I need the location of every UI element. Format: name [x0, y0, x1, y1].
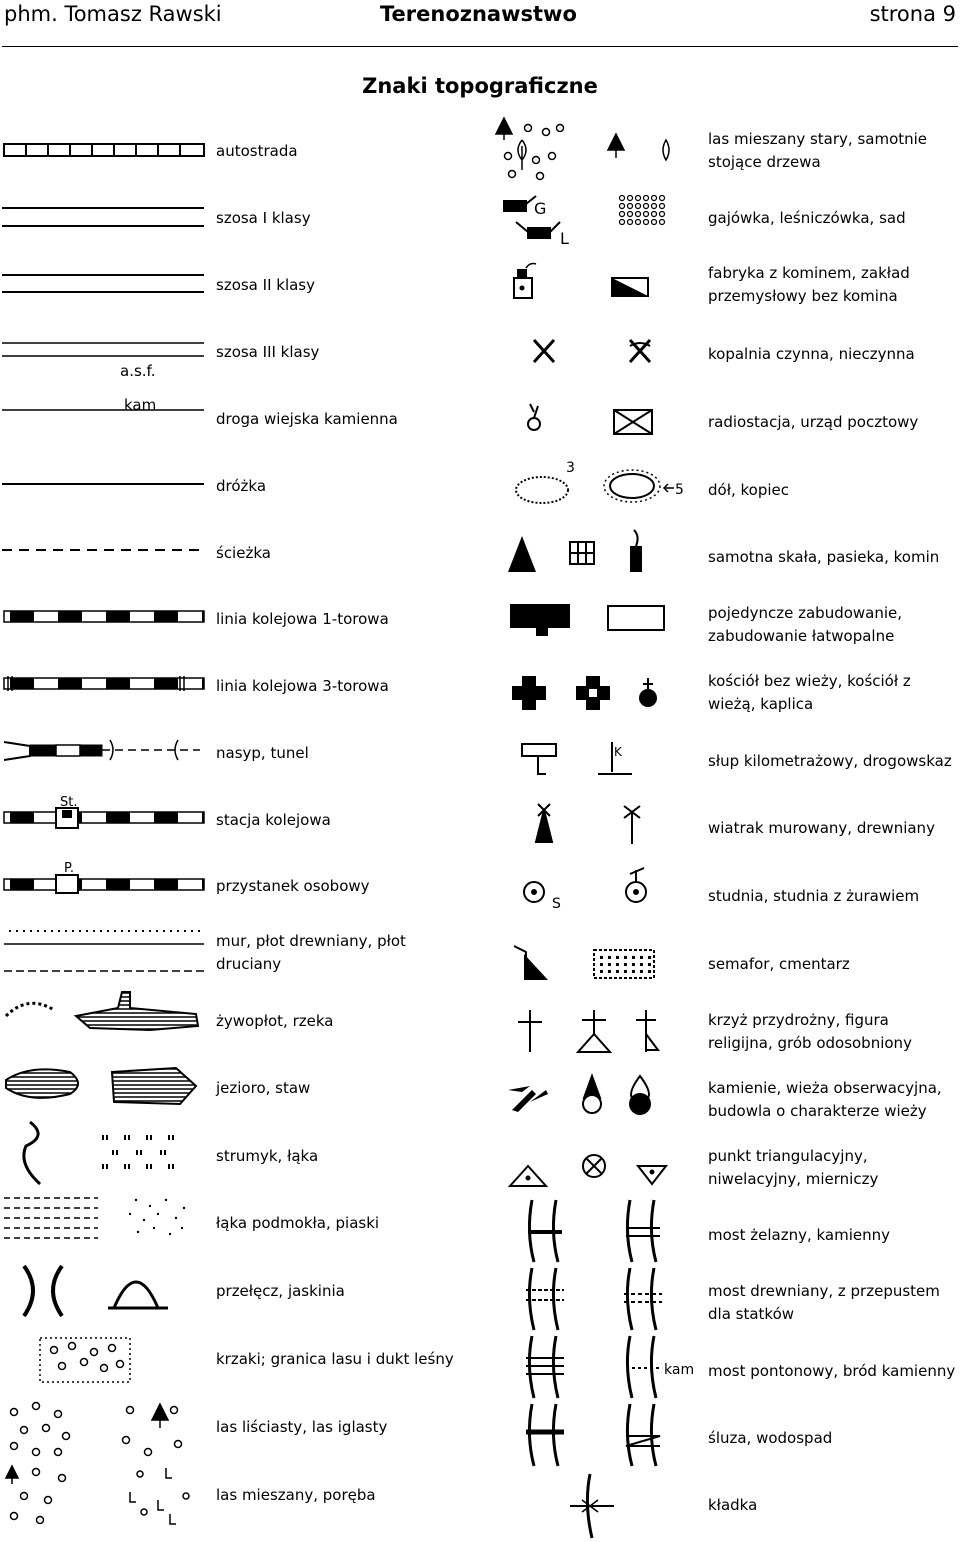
- station-annotation: St.: [60, 795, 78, 810]
- label-szosa-3: szosa III klasy: [216, 343, 320, 361]
- stop-annotation: P.: [64, 861, 74, 876]
- pond-symbol: [112, 1068, 196, 1104]
- section-title: Znaki topograficzne: [362, 74, 598, 98]
- station-symbol: [4, 808, 204, 828]
- label-fabryka: fabryka z kominem, zakład przemysłowy bez komina: [708, 264, 910, 305]
- label-drozka: dróżka: [216, 477, 267, 495]
- tower-building-symbol: [630, 1076, 650, 1114]
- label-krzyz: krzyż przydrożny, figura religijna, grób odosobniony: [708, 1011, 912, 1052]
- railway-3-track-symbol: [4, 676, 204, 691]
- forester-annotation: G: [534, 199, 547, 218]
- asphalt-annotation: a.s.f.: [120, 362, 156, 380]
- label-linia-1-torowa: linia kolejowa 1-torowa: [216, 610, 389, 628]
- industrial-plant-symbol: [612, 278, 648, 296]
- sand-symbol: [129, 1199, 185, 1235]
- label-kopalnia: kopalnia czynna, nieczynna: [708, 345, 915, 363]
- inactive-mine-symbol: [630, 340, 650, 362]
- header-author: phm. Tomasz Rawski: [4, 2, 222, 26]
- factory-chimney-symbol: [514, 264, 536, 299]
- label-studnia: studnia, studnia z żurawiem: [708, 887, 920, 905]
- mound-symbol: [604, 470, 674, 502]
- river-symbol: [76, 992, 198, 1030]
- railway-1-track-symbol: [4, 611, 204, 622]
- label-sciezka: ścieżka: [216, 544, 271, 562]
- lake-symbol: [6, 1069, 78, 1098]
- label-most-drewniany: most drewniany, z przepustem dla statków: [708, 1282, 940, 1323]
- radio-station-symbol: [528, 404, 540, 430]
- label-gajowka: gajówka, leśniczówka, sad: [708, 209, 906, 227]
- windmill-wooden-symbol: [624, 806, 640, 844]
- label-stacja: stacja kolejowa: [216, 811, 331, 829]
- label-szosa-2: szosa II klasy: [216, 276, 315, 294]
- ford-annotation: kam: [664, 1362, 695, 1378]
- triangulation-point-symbol: [510, 1166, 546, 1186]
- sweep-well-symbol: [626, 868, 646, 902]
- label-przelecz-jaskinia: przełęcz, jaskinia: [216, 1282, 345, 1300]
- header-page-number: strona 9: [869, 2, 956, 26]
- fence-symbols: [4, 928, 204, 971]
- meadow-symbol: [102, 1135, 174, 1169]
- bushes-symbol: [40, 1338, 130, 1382]
- label-radiostacja: radiostacja, urząd pocztowy: [708, 413, 919, 431]
- label-slup: słup kilometrażowy, drogowskaz: [708, 752, 952, 770]
- label-krzaki: krzaki; granica lasu i dukt leśny: [216, 1350, 454, 1368]
- stones-symbol: [508, 1086, 548, 1112]
- cave-symbol: [108, 1282, 168, 1308]
- label-jezioro-staw: jezioro, staw: [216, 1079, 311, 1097]
- religious-figure-symbol: [578, 1010, 610, 1052]
- pass-symbol: [24, 1266, 62, 1316]
- observation-tower-symbol: [583, 1076, 601, 1113]
- header-title: Terenoznawstwo: [380, 2, 577, 26]
- label-szosa-1: szosa I klasy: [216, 209, 311, 227]
- semaphore-symbol: [514, 946, 548, 980]
- embankment-tunnel-symbol: [4, 740, 200, 760]
- forest-deciduous-symbol: [11, 1403, 70, 1456]
- km-post-symbol: [522, 744, 556, 774]
- grave-symbol: [636, 1010, 658, 1052]
- label-las-lisciasty: las liściasty, las iglasty: [216, 1418, 388, 1436]
- chapel-symbol: [640, 678, 656, 706]
- gamekeeper-lodge-symbol: [504, 196, 560, 238]
- forest-mixed-symbol: [6, 1466, 66, 1524]
- label-zabudowanie: pojedyncze zabudowanie, zabudowanie łatwopalne: [708, 604, 903, 645]
- windmill-brick-symbol: [536, 804, 552, 842]
- label-autostrada: autostrada: [216, 142, 298, 160]
- label-las-mieszany: las mieszany, poręba: [216, 1486, 376, 1504]
- autostrada-symbol: [4, 144, 204, 156]
- clearing-symbol: [130, 1468, 189, 1524]
- label-mur-plot: mur, płot drewniany, płot druciany: [216, 932, 406, 973]
- label-skala: samotna skała, pasieka, komin: [708, 548, 940, 566]
- leveling-point-symbol: [583, 1155, 605, 1177]
- pit-symbol: [516, 477, 568, 503]
- label-kladka: kładka: [708, 1496, 758, 1514]
- stream-symbol: [24, 1122, 40, 1184]
- label-linia-3-torowa: linia kolejowa 3-torowa: [216, 677, 389, 695]
- label-punkt: punkt triangulacyjny, niwelacyjny, mierniczy: [708, 1147, 879, 1188]
- label-most-zelazny: most żelazny, kamienny: [708, 1226, 891, 1244]
- label-nasyp-tunel: nasyp, tunel: [216, 744, 309, 762]
- km-post-annotation: K: [614, 745, 622, 759]
- label-most-pontonowy: most pontonowy, bród kamienny: [708, 1362, 956, 1380]
- gamekeeper-annotation: L: [560, 229, 569, 248]
- single-building-symbol: [510, 604, 570, 636]
- orchard-symbol: [620, 196, 665, 225]
- swamp-symbol: [4, 1198, 98, 1238]
- post-office-symbol: [614, 410, 652, 434]
- flammable-building-symbol: [608, 606, 664, 630]
- forest-coniferous-symbol: [123, 1404, 182, 1456]
- mound-height-annotation: 5: [675, 482, 684, 498]
- lone-trees-symbol: [608, 134, 669, 160]
- well-symbol: [524, 882, 544, 902]
- survey-point-symbol: [638, 1166, 666, 1184]
- church-tower-symbol: [576, 676, 610, 710]
- label-sluza: śluza, wodospad: [708, 1429, 833, 1447]
- pit-depth-annotation: 3: [566, 460, 575, 476]
- old-mixed-forest-symbol: [496, 118, 564, 180]
- label-kosciol: kościół bez wieży, kościół z wieżą, kaplica: [708, 672, 911, 713]
- cemetery-symbol: [594, 950, 654, 978]
- label-dol-kopiec: dół, kopiec: [708, 481, 789, 499]
- wayside-cross-symbol: [518, 1010, 542, 1052]
- label-przystanek: przystanek osobowy: [216, 877, 370, 895]
- label-kamienie: kamienie, wieża obserwacyjna, budowla o charakterze wieży: [708, 1079, 942, 1120]
- label-droga-wiejska: droga wiejska kamienna: [216, 410, 398, 428]
- label-zywoplot-rzeka: żywopłot, rzeka: [216, 1012, 334, 1030]
- szosa-symbols: [2, 208, 204, 410]
- chimney-symbol: [630, 530, 642, 572]
- label-laka-piaski: łąka podmokła, piaski: [216, 1214, 380, 1232]
- church-no-tower-symbol: [512, 676, 546, 710]
- stop-symbol: [4, 875, 204, 893]
- lone-rock-symbol: [508, 536, 536, 572]
- bridge-symbols: [526, 1200, 662, 1538]
- well-annotation: S: [552, 896, 561, 912]
- hedge-symbol: [6, 1003, 54, 1016]
- label-strumyk-laka: strumyk, łąka: [216, 1147, 319, 1165]
- label-las-stary: las mieszany stary, samotnie stojące drzewa: [708, 130, 928, 171]
- apiary-symbol: [570, 542, 594, 564]
- label-semafor: semafor, cmentarz: [708, 955, 850, 973]
- stone-road-annotation: kam: [124, 396, 157, 414]
- active-mine-symbol: [534, 340, 554, 362]
- label-wiatrak: wiatrak murowany, drewniany: [708, 819, 935, 837]
